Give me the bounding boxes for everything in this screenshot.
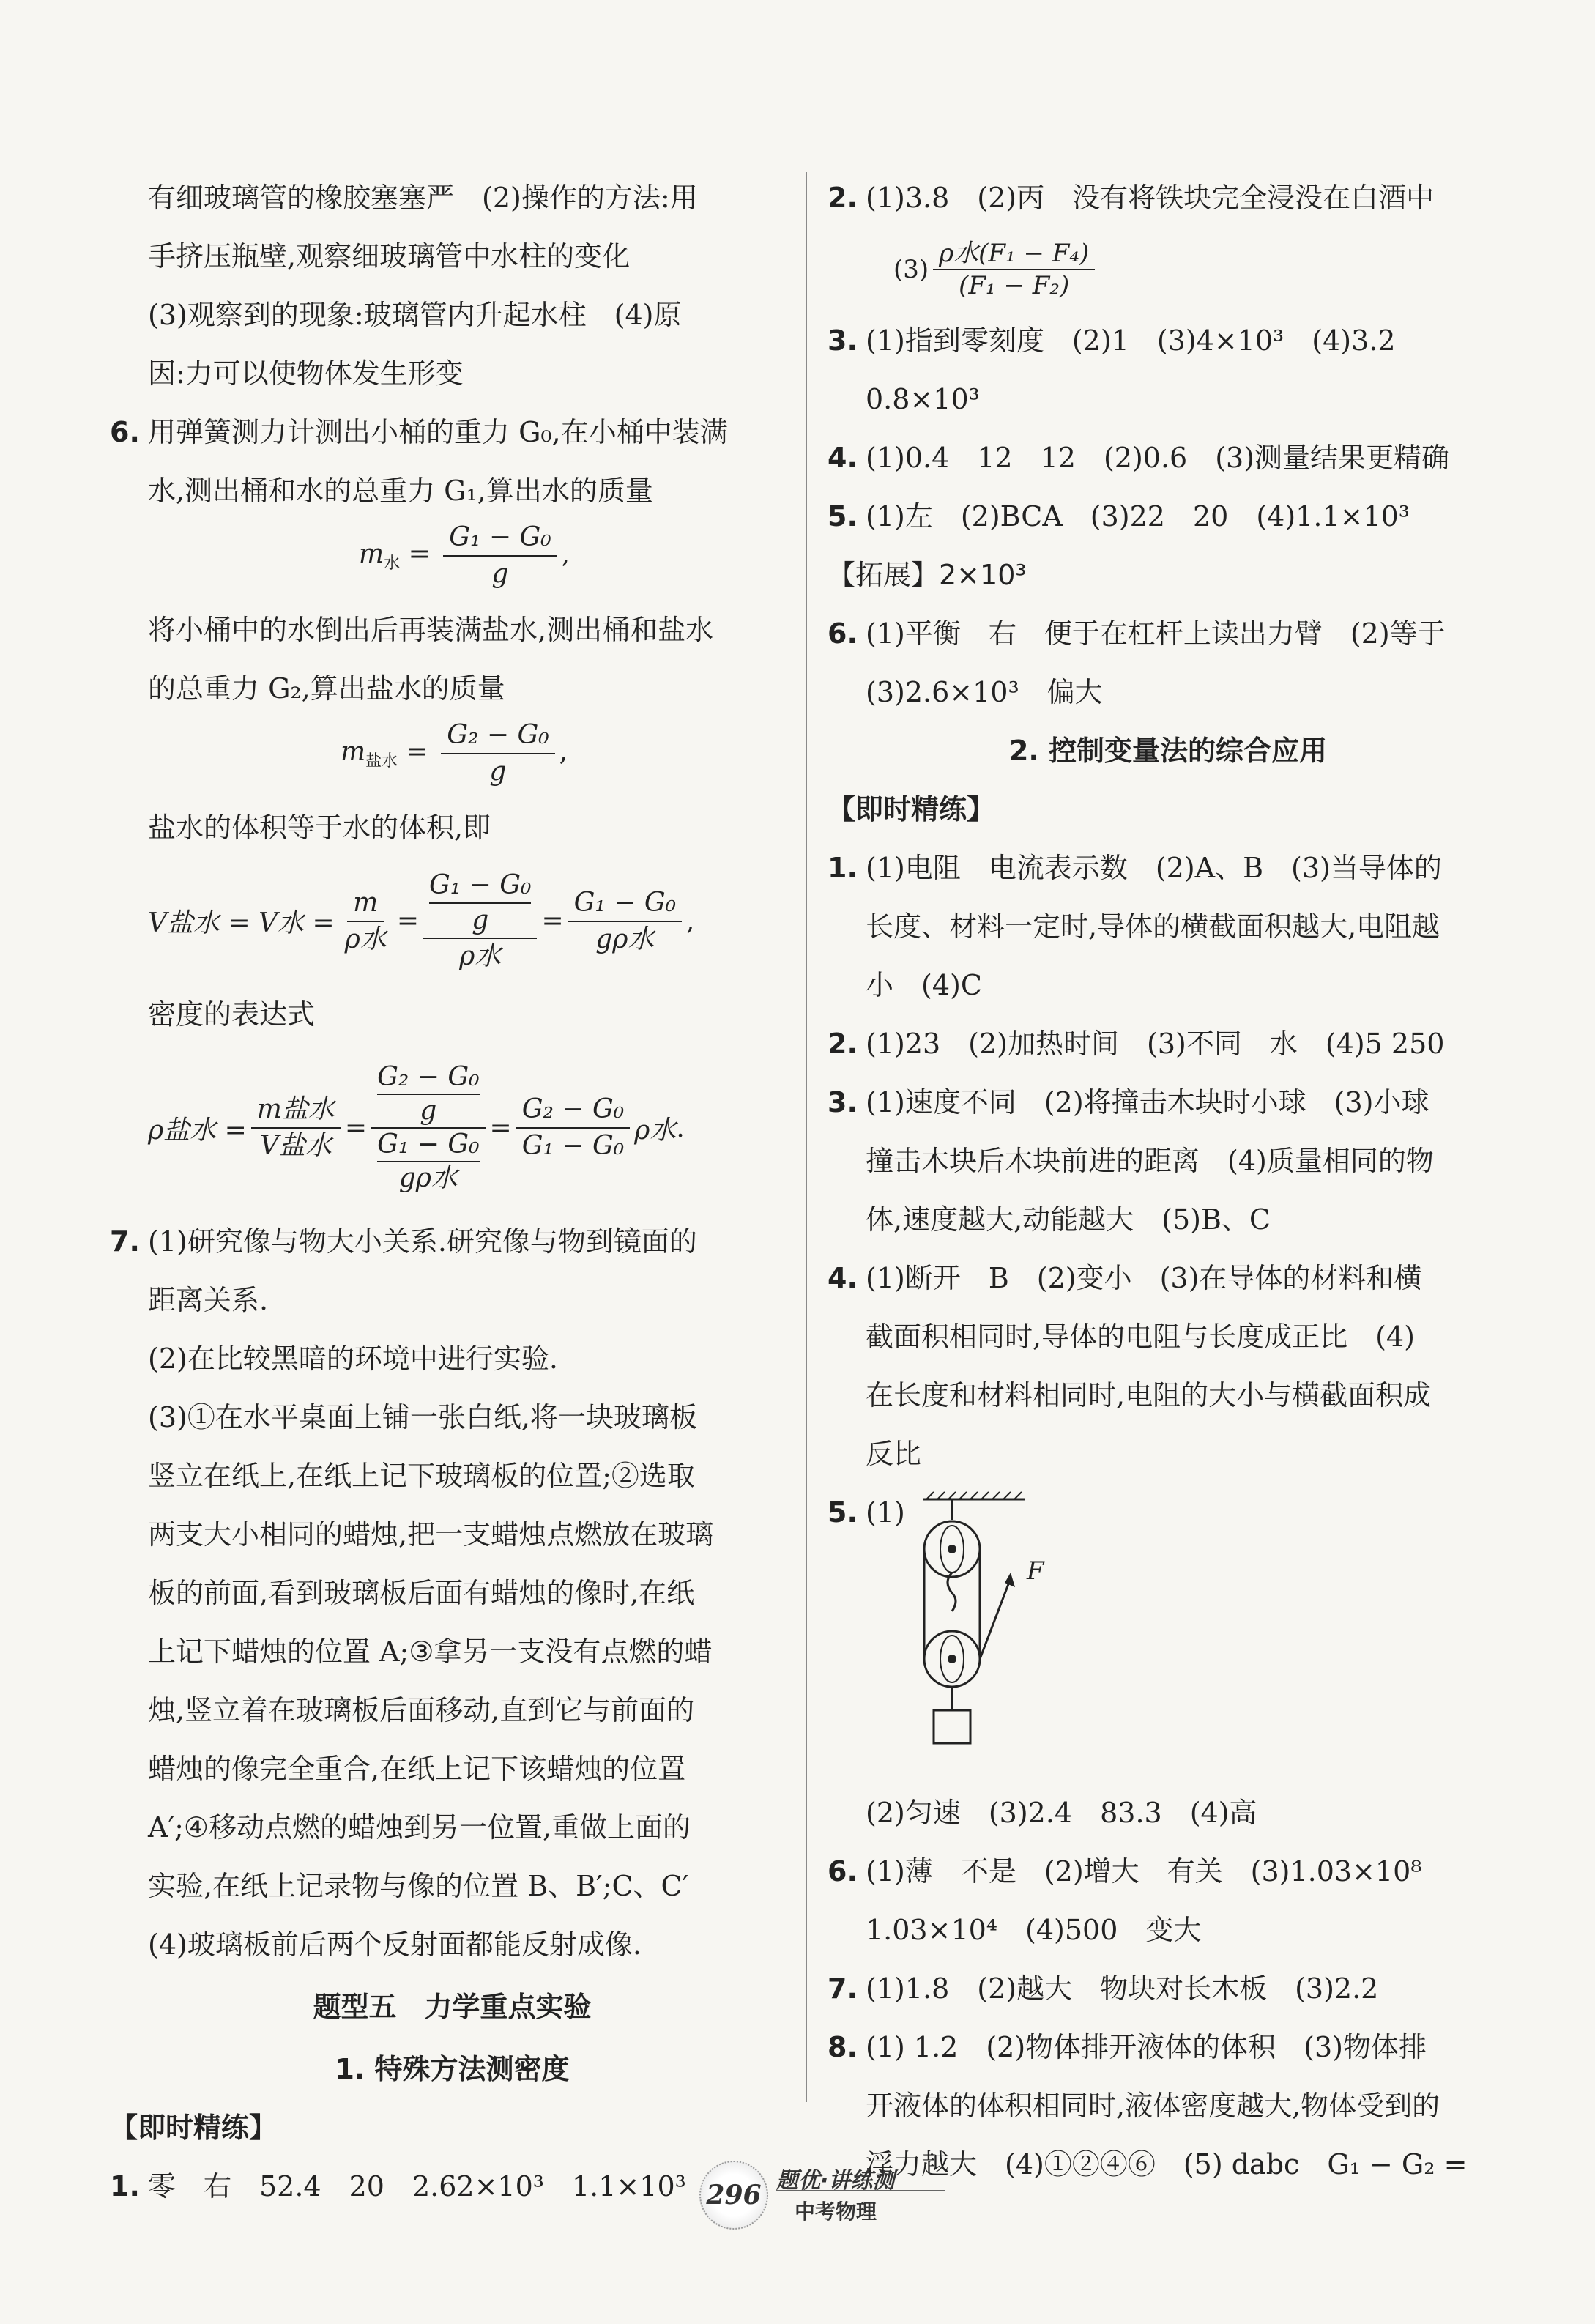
question-number: 6.: [828, 1855, 858, 1887]
numerator-group: [371, 1061, 485, 1129]
text-line: 实验,在纸上记录物与像的位置 B、B′;C、C′: [148, 1870, 689, 1902]
text-line: 用弹簧测力计测出小桶的重力 G₀,在小桶中装满: [148, 416, 728, 448]
fraction: [339, 886, 393, 957]
text-line: 距离关系.: [148, 1284, 269, 1316]
question-number: 3.: [828, 1086, 858, 1118]
question-number: 3.: [828, 324, 858, 357]
numerator: ρ水(F₁ − F₄): [933, 238, 1095, 270]
column-divider: [806, 172, 807, 2102]
inner-numerator: G₂ − G₀: [377, 1061, 479, 1095]
numerator: G₁ − G₀: [443, 520, 557, 557]
denominator: g: [489, 757, 507, 787]
practice-tag: 【即时精练】: [110, 2112, 278, 2144]
formula-comma: ,: [559, 737, 568, 767]
text-line: 浮力越大 (4)①②④⑥ (5) dabc G₁ − G₂ =: [866, 2148, 1468, 2180]
question-number: 4.: [828, 1262, 858, 1294]
text-line: A′;④移动点燃的蜡烛到另一位置,重做上面的: [148, 1811, 691, 1844]
text-line: 密度的表达式: [148, 998, 316, 1031]
question-number: 2.: [828, 1028, 858, 1060]
text-line: 有细玻璃管的橡胶塞塞严 (2)操作的方法:用: [148, 182, 698, 214]
text-line: (1)电阻 电流表示数 (2)A、B (3)当导体的: [866, 852, 1442, 884]
text-line: (1)23 (2)加热时间 (3)不同 水 (4)5 250: [866, 1028, 1445, 1060]
inner-numerator: G₁ − G₀: [429, 869, 531, 904]
text-line: (3)观察到的现象:玻璃管内升起水柱 (4)原: [148, 299, 682, 331]
text-line: (1)平衡 右 便于在杠杆上读出力臂 (2)等于: [866, 617, 1446, 650]
fraction: [568, 886, 682, 957]
formula-eq: =: [489, 1113, 512, 1143]
question-8: [828, 2018, 1509, 2076]
question-6: [110, 403, 795, 461]
text-line: 烛,竖立着在玻璃板后面移动,直到它与前面的: [148, 1694, 695, 1726]
text-line: (2)在比较黑暗的环境中进行实验.: [148, 1343, 558, 1375]
question-number: 6.: [828, 617, 858, 650]
question-3: [828, 311, 1509, 370]
text-line: 盐水的体积等于水的体积,即: [148, 812, 491, 844]
text-line: 上记下蜡烛的位置 A;③拿另一支没有点燃的蜡: [148, 1636, 713, 1668]
numerator: G₂ − G₀: [441, 718, 554, 754]
fraction: [441, 718, 554, 790]
force-label: F: [1027, 1556, 1044, 1586]
text-line: (1)3.8 (2)丙 没有将铁块完全浸没在白酒中: [866, 182, 1435, 214]
question-number: 5.: [828, 1496, 858, 1529]
denominator: V盐水: [259, 1131, 332, 1161]
text-line: 在长度和材料相同时,电阻的大小与横截面积成: [866, 1379, 1432, 1411]
rope-pull: [980, 1578, 1011, 1659]
brand-name: 题优·讲练测: [776, 2168, 895, 2194]
fixed-pulley-axle: [948, 1545, 956, 1553]
text-line: 两支大小相同的蜡烛,把一支蜡烛点燃放在玻璃: [148, 1518, 714, 1551]
text-line: 蜡烛的像完全重合,在纸上记下该蜡烛的位置: [148, 1753, 686, 1785]
question-7: [828, 1959, 1509, 2018]
denominator: (F₁ − F₂): [959, 270, 1070, 300]
formula-v: V盐水 = V水 =: [148, 908, 335, 938]
formula-period: .: [676, 1113, 685, 1143]
formula-comma: ,: [686, 906, 695, 936]
fraction: [443, 520, 557, 592]
question-2: [828, 168, 1509, 227]
text-line: (1)研究像与物大小关系.研究像与物到镜面的: [148, 1225, 697, 1258]
hook: [948, 1573, 956, 1611]
subsection-title: 2. 控制变量法的综合应用: [1008, 735, 1328, 767]
question-number: 8.: [828, 2031, 858, 2063]
formula-eq: =: [541, 906, 564, 936]
formula-m: m: [359, 539, 384, 569]
practice-tag: 【即时精练】: [828, 793, 995, 825]
extension-line: 【拓展】2×10³: [828, 559, 1027, 591]
formula-mass-salt: [110, 718, 795, 798]
text-line: 小 (4)C: [866, 969, 982, 1001]
question-5-pulley: [828, 1483, 1509, 1783]
weight-block: [934, 1710, 970, 1743]
text-line: 撞击木块后木块前进的距离 (4)质量相同的物: [866, 1145, 1434, 1177]
text-line: 截面积相同时,导体的电阻与长度成正比 (4): [866, 1321, 1415, 1353]
text-line: (3)①在水平桌面上铺一张白纸,将一块玻璃板: [148, 1401, 697, 1433]
numerator: G₁ − G₀: [568, 886, 682, 922]
formula-sub: 水: [384, 554, 401, 573]
question-6: [828, 1842, 1509, 1901]
question-number: 1.: [110, 2170, 140, 2202]
text-line: 竖立在纸上,在纸上记下玻璃板的位置;②选取: [148, 1460, 695, 1492]
question-4: [828, 428, 1509, 487]
fraction: [251, 1092, 341, 1164]
denominator-group: [371, 1129, 485, 1195]
formula-eq: =: [344, 1113, 368, 1143]
text-line: (2)匀速 (3)2.4 83.3 (4)高: [866, 1797, 1257, 1829]
formula-eq: =: [396, 906, 419, 936]
movable-pulley-axle: [948, 1655, 956, 1663]
denominator: G₁ − G₀: [521, 1131, 625, 1161]
formula-rho: ρ盐水 =: [148, 1115, 247, 1146]
denominator: g: [491, 559, 509, 589]
inner-denominator: gρ水: [398, 1163, 458, 1193]
question-2: [828, 1014, 1509, 1073]
text-line: 长度、材料一定时,导体的横截面积越大,电阻越: [866, 910, 1440, 943]
text-line: 1.03×10⁴ (4)500 变大: [866, 1914, 1202, 1946]
text-line: 板的前面,看到玻璃板后面有蜡烛的像时,在纸: [148, 1577, 695, 1609]
question-6: [828, 604, 1509, 663]
formula-density: [110, 1044, 795, 1212]
question-1: [110, 2157, 795, 2216]
question-number: 4.: [828, 442, 858, 474]
formula-comma: ,: [561, 539, 570, 569]
question-3: [828, 1073, 1509, 1132]
fraction: [933, 238, 1095, 301]
text-line: (1)左 (2)BCA (3)22 20 (4)1.1×10³: [866, 500, 1410, 532]
page-number: 296: [699, 2161, 768, 2230]
formula-mass-water: [110, 520, 795, 601]
text-line: 反比: [866, 1438, 922, 1470]
question-number: 5.: [828, 500, 858, 532]
question-number: 2.: [828, 182, 858, 214]
text-line: 将小桶中的水倒出后再装满盐水,测出桶和盐水: [148, 614, 714, 646]
question-7: [110, 1212, 795, 1271]
text-line: (1): [866, 1496, 905, 1529]
formula-label: (3): [893, 254, 929, 284]
text-line: 手挤压瓶壁,观察细玻璃管中水柱的变化: [148, 240, 631, 272]
text-line: (3)2.6×10³ 偏大: [866, 676, 1103, 708]
numerator: m: [347, 886, 384, 922]
denominator: ρ水: [344, 924, 387, 954]
section-title: 题型五 力学重点实验: [313, 1991, 592, 2023]
pulley-diagram: [908, 1490, 1069, 1754]
inner-denominator: g: [420, 1096, 437, 1126]
numerator-group: [423, 869, 537, 939]
formula-eq: =: [406, 737, 428, 767]
right-column: [828, 168, 1509, 2194]
text-line: 水,测出桶和水的总重力 G₁,算出水的质量: [148, 475, 653, 507]
denominator: gρ水: [595, 924, 655, 954]
text-line: (1)速度不同 (2)将撞击木块时小球 (3)小球: [866, 1086, 1429, 1118]
text-line: (1)1.8 (2)越大 物块对长木板 (3)2.2: [866, 1972, 1379, 2005]
text-line: (1)0.4 12 12 (2)0.6 (3)测量结果更精确: [866, 442, 1450, 474]
formula-density-liquor: [828, 227, 1509, 311]
question-number: 6.: [110, 416, 140, 448]
force-arrow: [1005, 1573, 1015, 1587]
question-1: [828, 839, 1509, 897]
text-line: (1)断开 B (2)变小 (3)在导体的材料和横: [866, 1262, 1422, 1294]
fraction: [516, 1092, 630, 1164]
brand-underline: [776, 2190, 945, 2191]
question-4: [828, 1249, 1509, 1307]
text-line: 零 右 52.4 20 2.62×10³ 1.1×10³: [148, 2170, 686, 2202]
question-5: [828, 487, 1509, 546]
text-line: (1)指到零刻度 (2)1 (3)4×10³ (4)3.2: [866, 324, 1396, 357]
question-number: 1.: [828, 852, 858, 884]
text-line: (4)玻璃板前后两个反射面都能反射成像.: [148, 1928, 642, 1961]
formula-sub: 盐水: [365, 752, 398, 771]
subject-name: 中考物理: [795, 2199, 877, 2224]
text-line: (1) 1.2 (2)物体排开液体的体积 (3)物体排: [866, 2031, 1427, 2063]
question-number: 7.: [110, 1225, 140, 1258]
inner-denominator: g: [472, 905, 489, 935]
numerator: m盐水: [251, 1092, 341, 1129]
text-line: (1)薄 不是 (2)增大 有关 (3)1.03×10⁸: [866, 1855, 1422, 1887]
fraction: [423, 869, 537, 974]
formula-m: m: [341, 737, 366, 767]
left-column: [110, 168, 795, 2216]
formula-rho-water: ρ水: [634, 1115, 677, 1146]
text-line: 体,速度越大,动能越大 (5)B、C: [866, 1203, 1271, 1236]
text-line: 开液体的体积相同时,液体密度越大,物体受到的: [866, 2090, 1440, 2122]
text-line: 0.8×10³: [866, 383, 980, 415]
text-line: 因:力可以使物体发生形变: [148, 357, 464, 390]
formula-volume: [110, 857, 795, 985]
question-number: 7.: [828, 1972, 858, 2005]
subsection-title: 1. 特殊方法测密度: [335, 2053, 570, 2085]
denominator: ρ水: [459, 940, 502, 971]
numerator: G₂ − G₀: [516, 1092, 630, 1129]
fraction: [371, 1061, 485, 1195]
inner-numerator: G₁ − G₀: [377, 1129, 479, 1162]
formula-eq: =: [408, 539, 431, 569]
text-line: 的总重力 G₂,算出盐水的质量: [148, 672, 505, 705]
